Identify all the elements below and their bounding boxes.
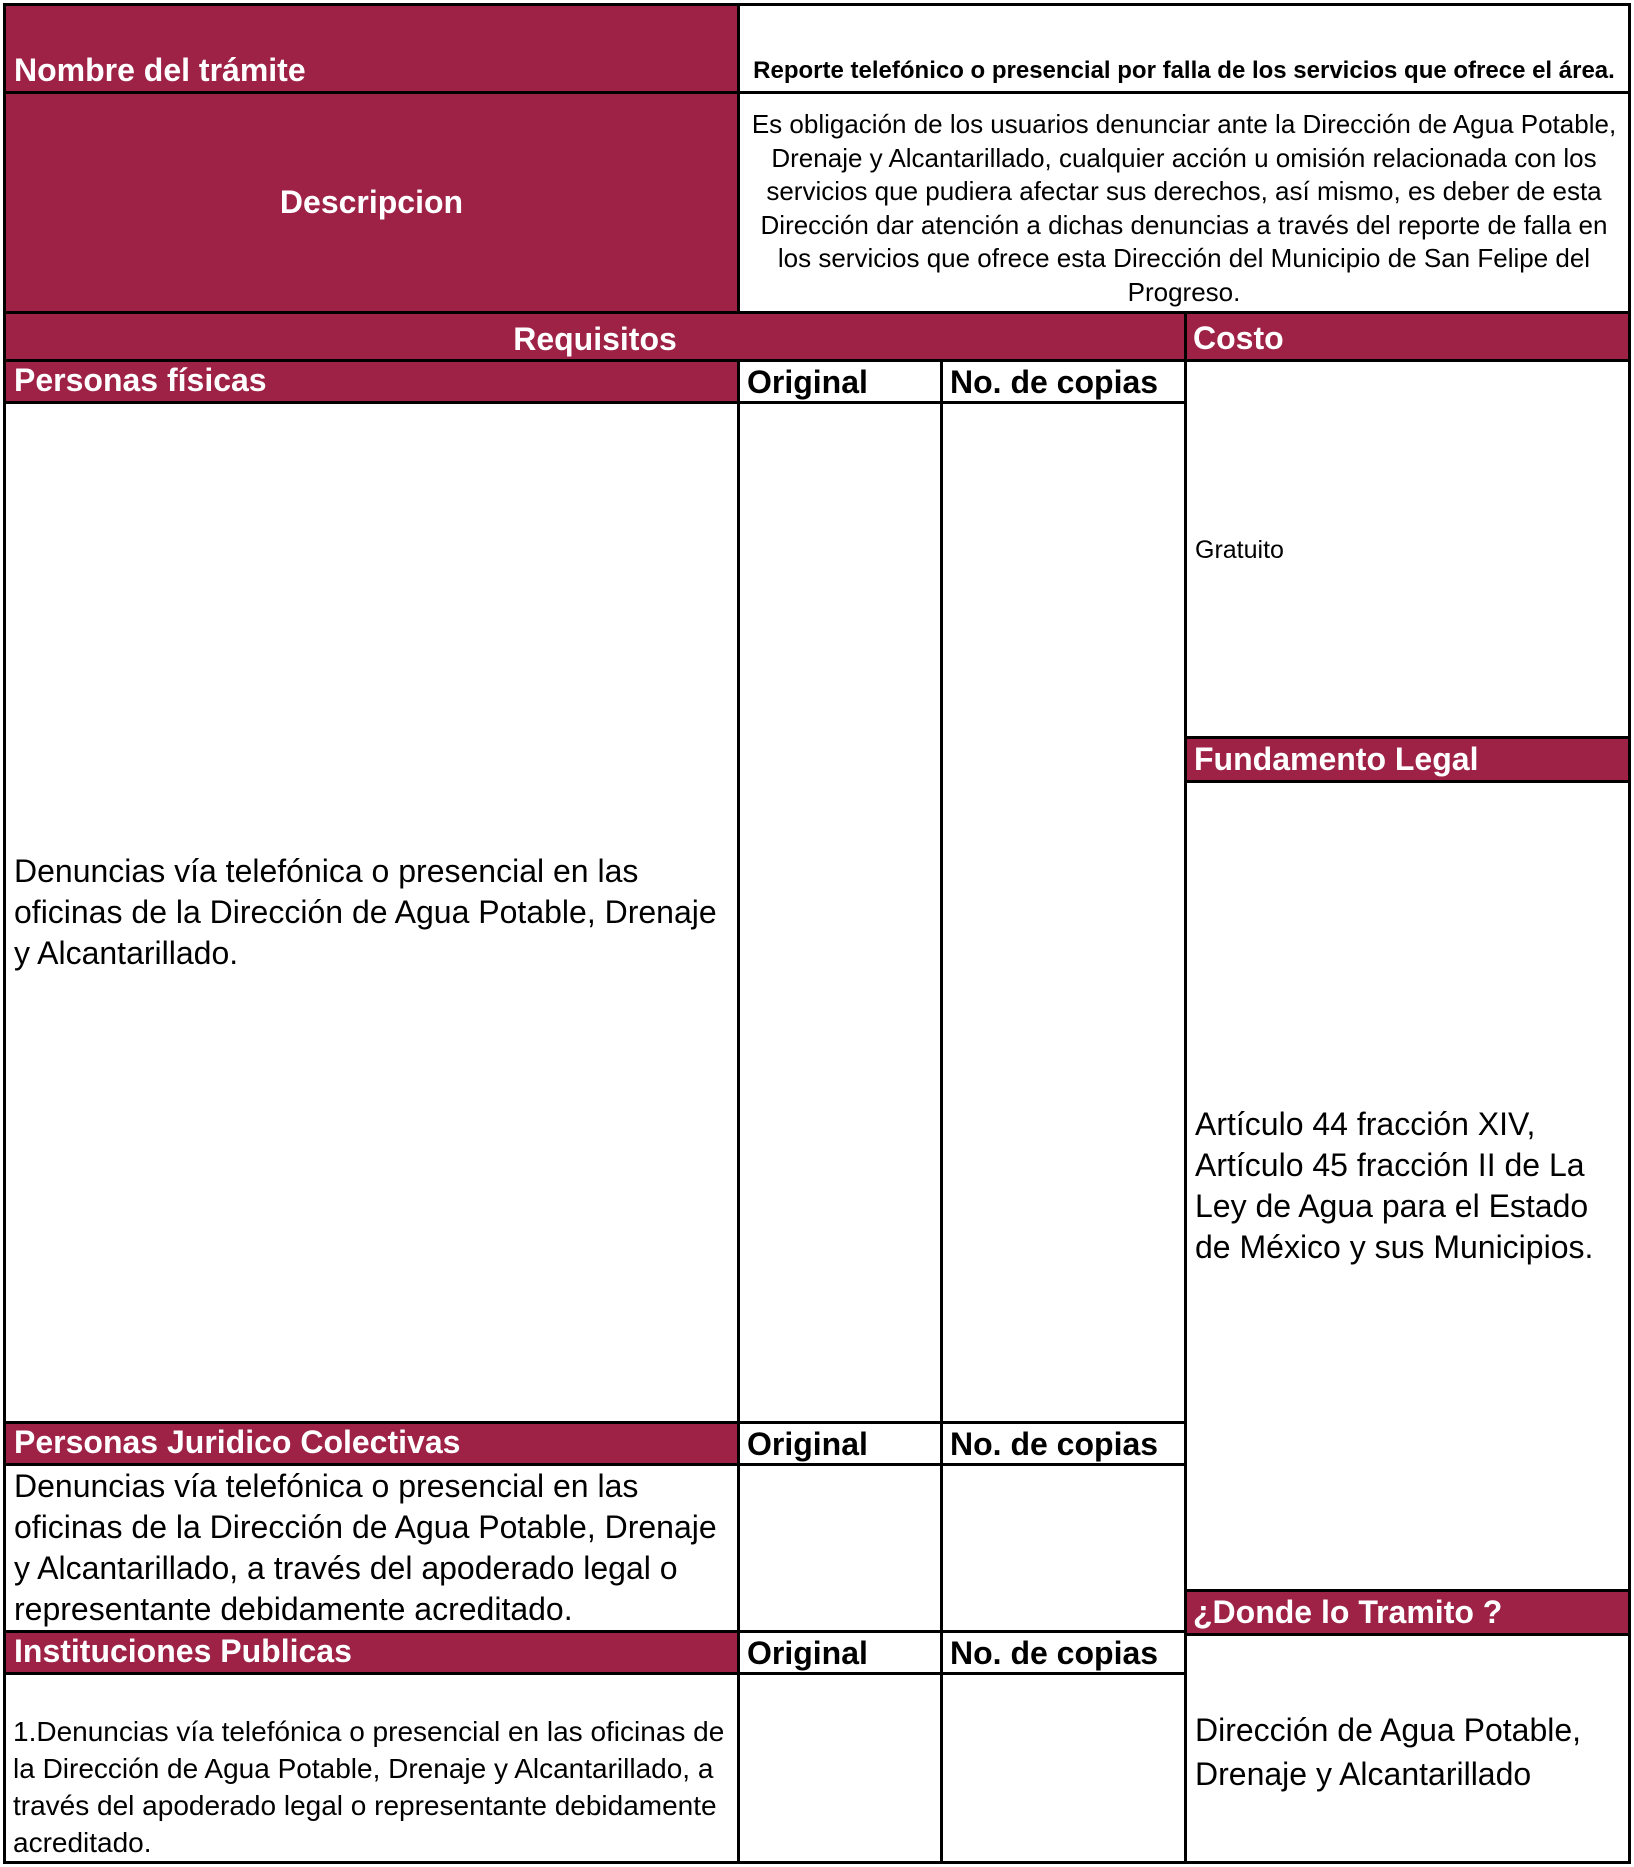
costo-value: Gratuito — [1195, 536, 1284, 564]
instituciones-header — [3, 1630, 740, 1675]
requisitos-header — [3, 311, 1187, 362]
costo-header — [1184, 311, 1631, 362]
instituciones-copias — [940, 1672, 1187, 1864]
nombre-value-cell — [737, 3, 1631, 94]
fundamento-label: Fundamento Legal — [1194, 741, 1479, 777]
copias-header-3 — [940, 1630, 1187, 1675]
personas-fisicas-text-cell — [3, 401, 740, 1424]
copias-label-2: No. de copias — [950, 1426, 1159, 1462]
donde-label: ¿Donde lo Tramito ? — [1193, 1594, 1503, 1630]
costo-value-cell — [1184, 359, 1631, 739]
donde-value: Dirección de Agua Potable, Drenaje y Alcantarillado — [1195, 1712, 1582, 1792]
personas-juridico-copias — [940, 1463, 1187, 1633]
descripcion-value: Es obligación de los usuarios denunciar ante la Dirección de Agua Potable, Drenaje y Alcantarillado, cualquier acción u omisión relacionada con los servicios que pudiera afectar sus derechos, así mismo, es deber de esta Dirección dar atención a dichas denuncias a través del reporte de falla en los servicios que ofrece esta Dirección del Municipio de San Felipe del Progreso. — [751, 109, 1617, 307]
instituciones-original — [737, 1672, 943, 1864]
costo-label: Costo — [1193, 320, 1284, 356]
fundamento-header — [1184, 736, 1631, 783]
nombre-label: Nombre del trámite — [14, 52, 306, 88]
personas-fisicas-text: Denuncias vía telefónica o presencial en las oficinas de la Dirección de Agua Potable, Drenaje y Alcantarillado. — [14, 853, 717, 971]
original-header-3 — [737, 1630, 943, 1675]
nombre-value: Reporte telefónico o presencial por falla de los servicios que ofrece el área. — [753, 57, 1615, 84]
personas-fisicas-copias — [940, 401, 1187, 1424]
descripcion-label-cell — [3, 91, 740, 314]
personas-fisicas-header — [3, 359, 740, 404]
original-label-1: Original — [747, 364, 868, 400]
personas-juridico-label: Personas Juridico Colectivas — [14, 1424, 461, 1460]
personas-juridico-text: Denuncias vía telefónica o presencial en las oficinas de la Dirección de Agua Potable, Drenaje y Alcantarillado, a través del apoderado legal o representante debidamente acreditado. — [14, 1468, 717, 1627]
instituciones-text-cell — [3, 1672, 740, 1864]
fundamento-value: Artículo 44 fracción XIV, Artículo 45 fracción II de La Ley de Agua para el Estado de México y sus Municipios. — [1195, 1106, 1594, 1265]
original-label-2: Original — [747, 1426, 868, 1462]
original-header-2 — [737, 1421, 943, 1466]
copias-header-1 — [940, 359, 1187, 404]
personas-juridico-header — [3, 1421, 740, 1466]
donde-value-cell — [1184, 1633, 1631, 1864]
descripcion-value-cell — [737, 91, 1631, 314]
personas-fisicas-original — [737, 401, 943, 1424]
copias-label-1: No. de copias — [950, 364, 1159, 400]
nombre-label-cell — [3, 3, 740, 94]
copias-header-2 — [940, 1421, 1187, 1466]
original-header-1 — [737, 359, 943, 404]
fundamento-value-cell — [1184, 780, 1631, 1592]
personas-fisicas-label: Personas físicas — [14, 362, 267, 398]
donde-header — [1184, 1589, 1631, 1636]
instituciones-label: Instituciones Publicas — [14, 1633, 352, 1669]
instituciones-text: 1.Denuncias vía telefónica o presencial en las oficinas de la Dirección de Agua Potable, Drenaje y Alcantarillado, a través del apoderado legal o representante debidamente acreditado. — [13, 1716, 725, 1858]
personas-juridico-text-cell — [3, 1463, 740, 1633]
personas-juridico-original — [737, 1463, 943, 1633]
original-label-3: Original — [747, 1635, 868, 1671]
requisitos-title: Requisitos — [513, 321, 677, 357]
descripcion-label: Descripcion — [279, 184, 464, 220]
copias-label-3: No. de copias — [950, 1635, 1159, 1671]
